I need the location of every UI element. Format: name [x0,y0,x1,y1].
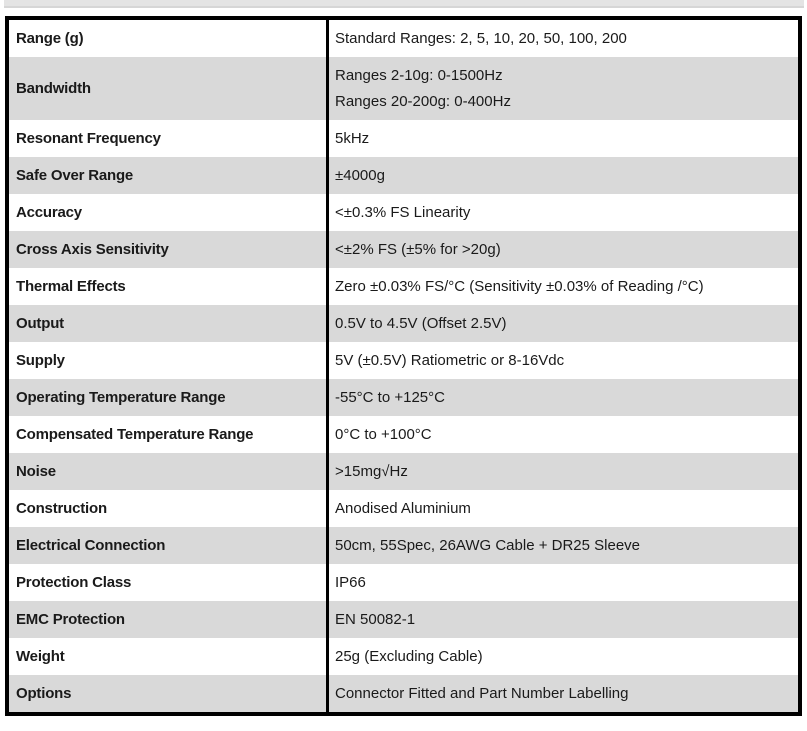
spec-value-line: <±2% FS (±5% for >20g) [335,241,501,258]
spec-value-line: ±4000g [335,167,385,184]
spec-value [329,20,798,57]
spec-name: Protection Class [16,574,132,591]
table-row [9,194,798,231]
table-row [9,57,798,120]
spec-value [329,564,798,601]
spec-value-line: Ranges 20-200g: 0-400Hz [335,93,511,111]
spec-value-line: -55°C to +125°C [335,389,445,406]
spec-name: Cross Axis Sensitivity [16,241,169,258]
spec-value-line: EN 50082-1 [335,611,416,628]
spec-value [329,268,798,305]
spec-value-line: 50cm, 55Spec, 26AWG Cable + DR25 Sleeve [335,537,641,554]
spec-value [329,490,798,527]
spec-value-line: Connector Fitted and Part Number Labelling [335,685,629,702]
table-row [9,675,798,712]
spec-value [329,416,798,453]
table-row [9,490,798,527]
spec-value [329,675,798,712]
spec-name: Operating Temperature Range [16,389,226,406]
spec-name: Construction [16,500,107,517]
table-row [9,268,798,305]
spec-value-line: IP66 [335,574,366,591]
spec-value-line: 5kHz [335,130,370,147]
spec-value-line: 5V (±0.5V) Ratiometric or 8-16Vdc [335,352,565,369]
spec-name: Thermal Effects [16,278,126,295]
table-row [9,157,798,194]
table-row [9,564,798,601]
spec-name: Resonant Frequency [16,130,161,147]
table-row [9,601,798,638]
spec-value-line: Anodised Aluminium [335,500,471,517]
table-row [9,379,798,416]
spec-value-line: Zero ±0.03% FS/°C (Sensitivity ±0.03% of Reading /°C) [335,278,704,295]
spec-name: Weight [16,648,65,665]
spec-value [329,157,798,194]
table-row [9,453,798,490]
spec-name: Accuracy [16,204,82,221]
spec-value-line: >15mg√Hz [335,463,408,480]
spec-name: Supply [16,352,65,369]
table-row [9,231,798,268]
spec-name: Electrical Connection [16,537,166,554]
spec-value [329,231,798,268]
table-row [9,20,798,57]
spec-value [329,601,798,638]
table-row [9,342,798,379]
spec-name: Range (g) [16,30,84,47]
spec-value-line: 25g (Excluding Cable) [335,648,483,665]
spec-value [329,379,798,416]
spec-name: Options [16,685,72,702]
spec-value [329,120,798,157]
spec-value [329,638,798,675]
table-row [9,638,798,675]
spec-name: Compensated Temperature Range [16,426,254,443]
spec-value-line: 0°C to +100°C [335,426,432,443]
table-row [9,120,798,157]
spec-table [5,16,802,716]
spec-name: Output [16,315,64,332]
table-row [9,416,798,453]
spec-value-line: <±0.3% FS Linearity [335,204,471,221]
spec-name: Safe Over Range [16,167,134,184]
spec-value [329,305,798,342]
spec-name: Noise [16,463,56,480]
spec-value-line: 0.5V to 4.5V (Offset 2.5V) [335,315,507,332]
top-strip [4,0,804,8]
spec-value [329,527,798,564]
table-row [9,305,798,342]
spec-value [329,453,798,490]
spec-name: Bandwidth [16,80,91,97]
spec-name: EMC Protection [16,611,125,628]
spec-value [329,342,798,379]
spec-value [329,57,798,120]
spec-value [329,194,798,231]
spec-value-line: Standard Ranges: 2, 5, 10, 20, 50, 100, 200 [335,30,627,47]
spec-value-line: Ranges 2-10g: 0-1500Hz [335,66,503,84]
table-row [9,527,798,564]
